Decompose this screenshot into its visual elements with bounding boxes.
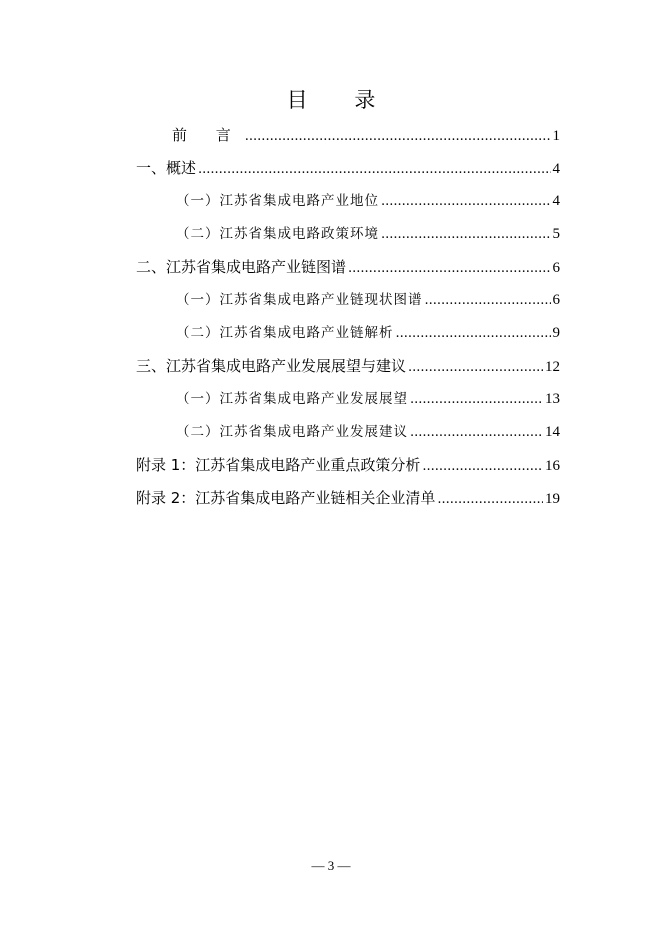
toc-page-number: 9 xyxy=(552,325,560,341)
toc-dot-leader xyxy=(410,385,543,415)
toc-entry-label: （一）江苏省集成电路产业地位 xyxy=(176,193,379,209)
toc-dot-leader xyxy=(437,485,543,515)
toc-dot-leader xyxy=(410,418,543,448)
toc-dot-leader xyxy=(422,452,543,482)
toc-page-number: 6 xyxy=(552,260,560,276)
toc-dot-leader xyxy=(396,319,551,349)
toc-page-number: 6 xyxy=(552,292,560,308)
toc-page-number: 14 xyxy=(545,424,560,440)
toc-entry-appendix-2[interactable] xyxy=(136,483,560,513)
toc-entry-policy-environment[interactable] xyxy=(176,219,560,249)
toc-entry-label: （二）江苏省集成电路政策环境 xyxy=(176,226,379,242)
toc-entry-label: 附录 1：江苏省集成电路产业重点政策分析 xyxy=(136,456,421,474)
toc-entry-label: 二、江苏省集成电路产业链图谱 xyxy=(136,258,347,276)
toc-dot-leader xyxy=(381,220,551,250)
toc-entry-label: 附录 2：江苏省集成电路产业链相关企业清单 xyxy=(136,489,436,507)
toc-page-number: 13 xyxy=(545,391,560,407)
toc-entry-outlook-and-suggestions[interactable] xyxy=(136,351,560,381)
toc-entry-development-suggestions[interactable] xyxy=(176,417,560,447)
toc-page-number: 4 xyxy=(552,161,560,177)
page-number-footer: — 3 — xyxy=(311,858,351,873)
toc-dot-leader xyxy=(348,254,550,284)
toc-entry-label: （一）江苏省集成电路产业发展展望 xyxy=(176,391,408,407)
toc-entry-label: 前 言 xyxy=(172,126,243,144)
toc-dot-leader xyxy=(425,286,551,316)
toc-entry-label: （一）江苏省集成电路产业链现状图谱 xyxy=(176,292,423,308)
toc-entry-industry-status[interactable] xyxy=(176,186,560,216)
toc-entry-chain-analysis[interactable] xyxy=(176,318,560,348)
toc-page-number: 4 xyxy=(552,193,560,209)
toc-entry-industry-chain-map[interactable] xyxy=(136,252,560,282)
toc-entry-label: 一、概述 xyxy=(136,159,197,177)
toc-entry-preface[interactable] xyxy=(172,120,560,150)
toc-entry-appendix-1[interactable] xyxy=(136,450,560,480)
toc-page-number: 19 xyxy=(545,491,560,507)
toc-page-number: 12 xyxy=(545,359,560,375)
toc-entry-label: 三、江苏省集成电路产业发展展望与建议 xyxy=(136,357,407,375)
toc-dot-leader xyxy=(245,122,551,152)
toc-dot-leader xyxy=(381,187,551,217)
toc-entry-chain-current-map[interactable] xyxy=(176,285,560,315)
toc-dot-leader xyxy=(408,353,543,383)
toc-entry-development-outlook[interactable] xyxy=(176,384,560,414)
toc-dot-leader xyxy=(198,155,550,185)
toc-page-number: 5 xyxy=(552,226,560,242)
toc-entry-label: （二）江苏省集成电路产业发展建议 xyxy=(176,424,408,440)
toc-entry-label: （二）江苏省集成电路产业链解析 xyxy=(176,325,394,341)
toc-title: 目 录 xyxy=(286,88,396,112)
toc-entry-overview[interactable] xyxy=(136,153,560,183)
toc-page-number: 16 xyxy=(545,458,560,474)
toc-page-number: 1 xyxy=(552,128,560,144)
